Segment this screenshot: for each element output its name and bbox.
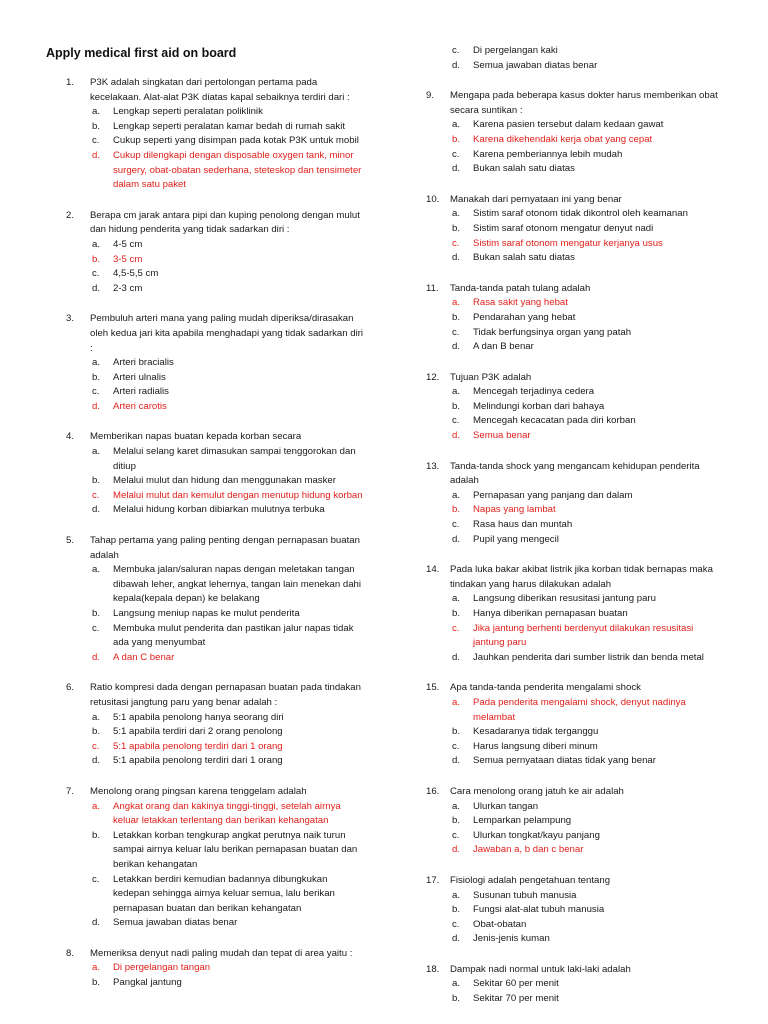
left-column	[66, 76, 366, 1007]
answer-option-correct	[92, 651, 366, 666]
option-letter: d.	[452, 430, 461, 442]
answer-option	[452, 651, 726, 666]
question-text: Tanda-tanda shock yang mengancam kehidupan penderita adalah	[450, 460, 700, 487]
option-letter: d.	[92, 149, 101, 161]
question-number: 16.	[426, 785, 440, 797]
option-text: Harus langsung diberi minum	[473, 740, 598, 752]
option-letter: a.	[92, 106, 101, 118]
option-text: Melindungi korban dari bahaya	[473, 400, 605, 412]
answer-option	[452, 992, 726, 1007]
option-letter: b.	[452, 815, 461, 827]
answer-option	[92, 754, 366, 769]
option-text: 5:1 apabila penolong terdiri dari 1 orang	[113, 740, 283, 752]
answer-option	[452, 932, 726, 947]
answer-option-correct	[452, 503, 726, 518]
question-row	[426, 89, 726, 118]
answer-option	[452, 800, 726, 815]
option-letter: d.	[92, 282, 101, 294]
answer-option	[452, 251, 726, 266]
question-number: 9.	[426, 90, 435, 102]
option-letter: a.	[452, 889, 461, 901]
option-text: Cukup dilengkapi dengan disposable oxygen tank, minor surgery, obat-obatan sederhana, steteskop dan tensimeter dalam satu paket	[113, 149, 362, 191]
option-letter: b.	[452, 400, 461, 412]
answer-option-correct	[92, 740, 366, 755]
question	[426, 193, 726, 266]
option-text: Letakkan korban tengkurap angkat perutnya naik turun sampai airnya keluar lalu berikan pernapasan buatan dan berikan kehangatan	[113, 829, 358, 870]
option-text: Jawaban a, b dan c benar	[473, 844, 584, 856]
question-row	[426, 681, 726, 696]
option-text: Di pergelangan tangan	[113, 962, 211, 974]
option-text: Membuka mulut penderita dan pastikan jalur napas tidak ada yang menyumbat	[113, 622, 354, 649]
option-letter: d.	[92, 651, 101, 663]
answer-option-correct	[92, 489, 366, 504]
option-text: Rasa sakit yang hebat	[473, 297, 568, 309]
answer-option	[452, 903, 726, 918]
answer-option	[92, 385, 366, 400]
option-text: Angkat orang dan kakinya tinggi-tinggi, setelah airnya keluar letakkan terlentang dan berikan kehangatan	[113, 800, 341, 827]
question	[66, 681, 366, 769]
answer-option	[452, 385, 726, 400]
option-letter: c.	[92, 386, 100, 398]
question-text: Fisiologi adalah pengetahuan tentang	[450, 874, 611, 886]
answer-option	[452, 533, 726, 548]
option-text: Ulurkan tongkat/kayu panjang	[473, 829, 600, 841]
option-text: Jauhkan penderita dari sumber listrik dan benda metal	[473, 651, 704, 663]
question-number: 15.	[426, 682, 440, 694]
option-text: Arteri carotis	[113, 400, 167, 412]
question-text: Memeriksa denyut nadi paling mudah dan tepat di area yaitu :	[90, 947, 353, 959]
question-number: 5.	[66, 535, 75, 547]
option-letter: c.	[452, 237, 460, 249]
answer-option	[92, 563, 366, 607]
answer-option	[92, 829, 366, 873]
option-letter: a.	[452, 696, 461, 708]
option-text: Pendarahan yang hebat	[473, 311, 576, 323]
option-letter: b.	[92, 829, 101, 841]
answer-option	[92, 725, 366, 740]
option-letter: c.	[452, 829, 460, 841]
option-letter: a.	[92, 800, 101, 812]
option-text: 5:1 apabila penolong hanya seorang diri	[113, 711, 284, 723]
option-text: Kesadaranya tidak terganggu	[473, 726, 599, 738]
option-text: 5:1 apabila terdiri dari 2 orang penolong	[113, 726, 283, 738]
question-text: Apa tanda-tanda penderita mengalami shock	[450, 682, 641, 694]
answer-option	[92, 267, 366, 282]
question-number: 6.	[66, 682, 75, 694]
question-row	[66, 785, 366, 800]
answer-option-correct	[452, 237, 726, 252]
question-number: 1.	[66, 77, 75, 88]
answer-option	[452, 340, 726, 355]
option-letter: d.	[452, 651, 461, 663]
option-letter: d.	[452, 59, 461, 71]
option-text: Obat-obatan	[473, 918, 527, 930]
option-letter: b.	[92, 726, 101, 738]
question-number: 11.	[426, 282, 439, 294]
option-text: Membuka jalan/saluran napas dengan meletakan tangan dibawah leher, angkat lehernya, tangan lain menekan dahi kepala(kepala depan) ke belakang	[113, 564, 362, 605]
question-row	[66, 76, 366, 105]
option-text: Rasa haus dan muntah	[473, 519, 573, 531]
answer-option	[452, 607, 726, 622]
question-number: 12.	[426, 371, 440, 383]
answer-option	[92, 503, 366, 518]
option-letter: a.	[452, 208, 461, 220]
option-text: Pupil yang mengecil	[473, 533, 559, 545]
option-letter: c.	[452, 326, 460, 338]
option-letter: c.	[452, 918, 460, 930]
answer-option	[452, 592, 726, 607]
question-number: 18.	[426, 963, 440, 975]
question	[426, 785, 726, 858]
option-letter: a.	[452, 489, 461, 501]
option-letter: b.	[92, 608, 101, 619]
answer-option	[452, 829, 726, 844]
option-text: Langsung diberikan resusitasi jantung paru	[473, 593, 656, 605]
option-letter: c.	[452, 622, 460, 634]
option-letter: b.	[92, 977, 101, 989]
option-text: Cukup seperti yang disimpan pada kotak P3K untuk mobil	[113, 135, 359, 147]
answer-option	[92, 445, 366, 474]
question-text: Mengapa pada beberapa kasus dokter harus memberikan obat secara suntikan :	[450, 90, 718, 116]
option-letter: d.	[452, 844, 461, 856]
option-letter: a.	[452, 119, 461, 131]
answer-option	[452, 311, 726, 326]
answer-option	[452, 222, 726, 237]
option-letter: d.	[92, 504, 101, 516]
option-text: Pangkal jantung	[113, 977, 182, 989]
option-text: Pada penderita mengalami shock, denyut nadinya melambat	[473, 696, 686, 723]
answer-option	[452, 148, 726, 163]
answer-option-correct	[92, 149, 366, 193]
answer-option	[92, 105, 366, 120]
option-letter: a.	[92, 711, 101, 723]
question-text: Pada luka bakar akibat listrik jika korban tidak bernapas maka tindakan yang harus dilakukan adalah	[450, 564, 713, 590]
question-row	[426, 193, 726, 208]
answer-option	[452, 918, 726, 933]
option-text: Semua jawaban diatas benar	[113, 917, 238, 929]
question-row	[426, 874, 726, 889]
question	[66, 312, 366, 414]
question-row	[426, 460, 726, 489]
option-letter: b.	[452, 311, 461, 323]
option-letter: b.	[92, 371, 101, 383]
question-number: 13.	[426, 460, 440, 472]
option-letter: b.	[452, 993, 461, 1005]
option-letter: d.	[452, 252, 461, 264]
question-row	[426, 785, 726, 800]
option-text: 3-5 cm	[113, 253, 143, 265]
answer-option-correct	[452, 696, 726, 725]
option-letter: a.	[92, 962, 101, 974]
option-text: Sekitar 60 per menit	[473, 978, 559, 990]
option-letter: b.	[92, 120, 101, 132]
option-text: Langsung meniup napas ke mulut penderita	[113, 608, 300, 619]
option-letter: d.	[452, 933, 461, 945]
option-letter: d.	[92, 917, 101, 929]
option-text: Arteri radialis	[113, 386, 169, 398]
option-text: Tidak berfungsinya organ yang patah	[473, 326, 632, 338]
answer-option-correct	[452, 843, 726, 858]
option-letter: b.	[92, 253, 101, 265]
question-number: 4.	[66, 431, 75, 443]
answer-option	[452, 814, 726, 829]
option-text: Karena dikehendaki kerja obat yang cepat	[473, 133, 653, 145]
option-text: Letakkan berdiri kemudian badannya dibungkukan kedepan sehingga airnya keluar semua, lalu berikan pernapasan buatan dan berikan kehangatan	[113, 873, 335, 914]
option-letter: c.	[92, 622, 100, 634]
question-text: Menolong orang pingsan karena tenggelam adalah	[90, 785, 307, 797]
option-letter: c.	[92, 135, 100, 147]
answer-option	[92, 356, 366, 371]
option-letter: a.	[92, 564, 101, 576]
right-column	[426, 44, 726, 1023]
answer-option-correct	[92, 253, 366, 268]
option-text: 2-3 cm	[113, 282, 143, 294]
question	[66, 785, 366, 931]
question-text: Tahap pertama yang paling penting dengan pernapasan buatan adalah	[90, 535, 360, 561]
question	[66, 534, 366, 665]
answer-option-correct	[452, 622, 726, 651]
answer-option	[452, 977, 726, 992]
answer-option	[92, 607, 366, 622]
question	[426, 963, 726, 1007]
answer-option	[452, 118, 726, 133]
answer-option	[452, 518, 726, 533]
question	[426, 681, 726, 769]
option-letter: d.	[92, 400, 101, 412]
answer-option	[452, 489, 726, 504]
option-text: Sistim saraf otonom tidak dikontrol oleh keamanan	[473, 208, 688, 220]
question-number: 14.	[426, 564, 440, 576]
question	[426, 371, 726, 444]
option-letter: c.	[92, 268, 100, 280]
question-row	[66, 681, 366, 710]
question-text: Ratio kompresi dada dengan pernapasan buatan pada tindakan retusitasi jangtung paru yang benar adalah :	[90, 682, 361, 708]
option-letter: d.	[452, 533, 461, 545]
answer-option-correct	[92, 800, 366, 829]
option-text: Melalui mulut dan kemulut dengan menutup hidung korban	[113, 489, 363, 501]
answer-option	[452, 400, 726, 415]
answer-option	[452, 754, 726, 769]
question-row	[66, 430, 366, 445]
answer-option	[452, 889, 726, 904]
answer-option-correct	[452, 429, 726, 444]
question-number: 7.	[66, 785, 75, 797]
option-text: Sistim saraf otonom mengatur denyut nadi	[473, 222, 654, 234]
question-text: Cara menolong orang jatuh ke air adalah	[450, 785, 624, 797]
answer-option-correct	[92, 400, 366, 415]
option-text: 4-5 cm	[113, 238, 143, 250]
question-row	[426, 963, 726, 978]
question-text: Tanda-tanda patah tulang adalah	[450, 282, 591, 294]
option-letter: b.	[452, 504, 461, 516]
question-continuation	[426, 44, 726, 73]
option-letter: c.	[452, 740, 460, 752]
option-text: Sistim saraf otonom mengatur kerjanya usus	[473, 237, 663, 249]
answer-option	[92, 474, 366, 489]
option-letter: c.	[452, 45, 460, 56]
option-text: 4,5-5,5 cm	[113, 268, 159, 280]
option-letter: c.	[452, 148, 460, 160]
question-text: Pembuluh arteri mana yang paling mudah diperiksa/dirasakan oleh kedua jari kita apabila menghadapi yang tidak sadarkan diri :	[90, 313, 364, 354]
question	[66, 209, 366, 297]
option-text: Melalui hidung korban dibiarkan mulutnya terbuka	[113, 504, 325, 516]
option-text: Lemparkan pelampung	[473, 815, 572, 827]
question	[66, 430, 366, 518]
question-number: 8.	[66, 947, 75, 959]
option-text: Arteri ulnalis	[113, 371, 166, 383]
question	[426, 874, 726, 947]
answer-option	[92, 371, 366, 386]
option-text: Semua jawaban diatas benar	[473, 59, 598, 71]
question-text: Manakah dari pernyataan ini yang benar	[450, 193, 622, 205]
option-text: Di pergelangan kaki	[473, 45, 558, 56]
option-letter: a.	[452, 593, 461, 605]
option-text: Ulurkan tangan	[473, 800, 539, 812]
option-letter: b.	[452, 222, 461, 234]
option-text: Melalui mulut dan hidung dan menggunakan masker	[113, 475, 336, 487]
option-letter: a.	[92, 446, 101, 458]
option-text: Hanya diberikan pernapasan buatan	[473, 608, 628, 619]
option-text: A dan B benar	[473, 341, 534, 353]
option-letter: c.	[452, 519, 460, 531]
option-text: Bukan salah satu diatas	[473, 252, 575, 264]
option-letter: a.	[452, 297, 461, 309]
option-text: Napas yang lambat	[473, 504, 556, 516]
answer-option-correct	[92, 961, 366, 976]
option-text: Susunan tubuh manusia	[473, 889, 577, 901]
option-letter: d.	[452, 163, 461, 175]
question-row	[66, 209, 366, 238]
question-text: Dampak nadi normal untuk laki-laki adalah	[450, 963, 631, 975]
question-number: 17.	[426, 874, 440, 886]
option-letter: a.	[452, 800, 461, 812]
option-text: Semua benar	[473, 430, 531, 442]
answer-option-correct	[452, 133, 726, 148]
answer-option	[452, 326, 726, 341]
option-letter: b.	[452, 608, 461, 619]
question-row	[66, 312, 366, 356]
option-text: Karena pasien tersebut dalam kedaan gawat	[473, 119, 664, 131]
option-text: Karena pemberiannya lebih mudah	[473, 148, 623, 160]
question-text: Berapa cm jarak antara pipi dan kuping penolong dengan mulut dan hidung penderita yang tidak sadarkan diri :	[90, 209, 360, 236]
option-letter: a.	[452, 386, 461, 398]
question-row	[66, 534, 366, 563]
option-text: Arteri bracialis	[113, 357, 174, 369]
answer-option	[92, 916, 366, 931]
option-letter: d.	[92, 755, 101, 767]
question	[426, 89, 726, 177]
option-text: Bukan salah satu diatas	[473, 163, 575, 175]
option-text: Lengkap seperti peralatan poliklinik	[113, 106, 263, 118]
answer-option	[92, 976, 366, 991]
option-text: Jenis-jenis kuman	[473, 933, 550, 945]
answer-option	[452, 162, 726, 177]
option-text: 5:1 apabila penolong terdiri dari 1 orang	[113, 755, 283, 767]
question	[66, 76, 366, 193]
question-row	[426, 371, 726, 386]
answer-option	[452, 59, 726, 74]
answer-option	[92, 120, 366, 135]
option-text: Melalui selang karet dimasukan sampai tenggorokan dan ditiup	[113, 446, 356, 472]
question-number: 2.	[66, 209, 75, 221]
option-letter: d.	[452, 755, 461, 767]
question-row	[66, 947, 366, 962]
answer-option	[92, 711, 366, 726]
option-text: Fungsi alat-alat tubuh manusia	[473, 904, 605, 916]
option-letter: b.	[452, 726, 461, 738]
answer-option	[92, 238, 366, 253]
option-text: Lengkap seperti peralatan kamar bedah di rumah sakit	[113, 120, 345, 132]
option-letter: a.	[92, 357, 101, 369]
question-number: 10.	[426, 193, 440, 205]
question-row	[426, 282, 726, 297]
option-letter: c.	[92, 873, 100, 885]
question	[426, 460, 726, 548]
page-title: Apply medical first aid on board	[46, 46, 237, 60]
question	[66, 947, 366, 991]
option-letter: d.	[452, 341, 461, 353]
option-text: Mencegah kecacatan pada diri korban	[473, 415, 636, 427]
option-text: Jika jantung berhenti berdenyut dilakukan resusitasi jantung paru	[473, 622, 694, 649]
option-letter: b.	[452, 133, 461, 145]
answer-option	[92, 622, 366, 651]
option-text: A dan C benar	[113, 651, 175, 663]
question	[426, 563, 726, 665]
question-number: 3.	[66, 313, 75, 325]
option-letter: b.	[92, 475, 101, 487]
question	[426, 282, 726, 355]
answer-option	[452, 725, 726, 740]
option-letter: c.	[92, 740, 100, 752]
option-letter: c.	[92, 489, 100, 501]
answer-option	[92, 282, 366, 297]
option-letter: b.	[452, 904, 461, 916]
answer-option	[452, 740, 726, 755]
question-text: Tujuan P3K adalah	[450, 371, 532, 383]
answer-option	[452, 44, 726, 59]
question-text: P3K adalah singkatan dari pertolongan pertama pada kecelakaan. Alat-alat P3K diatas kapal sebaiknya terdiri dari :	[90, 77, 350, 103]
option-letter: a.	[452, 978, 461, 990]
option-letter: a.	[92, 238, 101, 250]
question-text: Memberikan napas buatan kepada korban secara	[90, 431, 302, 443]
option-text: Sekitar 70 per menit	[473, 993, 559, 1005]
answer-option	[92, 873, 366, 917]
answer-option	[92, 134, 366, 149]
question-row	[426, 563, 726, 592]
answer-option	[452, 207, 726, 222]
option-text: Semua pernyataan diatas tidak yang benar	[473, 755, 656, 767]
answer-option	[452, 414, 726, 429]
answer-option-correct	[452, 296, 726, 311]
option-letter: c.	[452, 415, 460, 427]
option-text: Mencegah terjadinya cedera	[473, 386, 595, 398]
option-text: Pernapasan yang panjang dan dalam	[473, 489, 633, 501]
